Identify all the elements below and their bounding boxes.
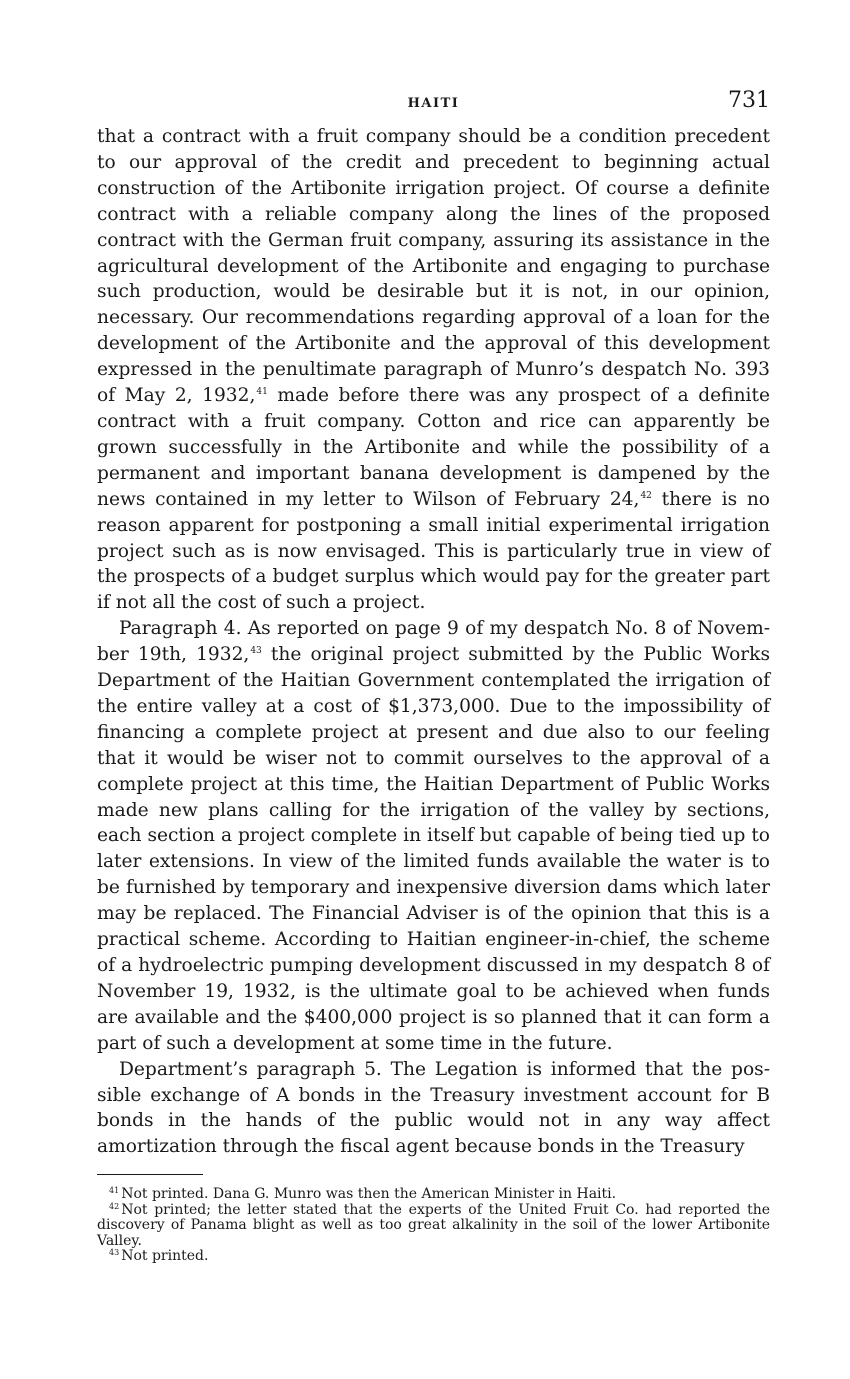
body-text	[97, 124, 770, 1160]
footnote-number: 41	[109, 1186, 120, 1196]
footnote-text: Not printed. Dana G. Munro was then the American Minister in Haiti.	[121, 1186, 617, 1203]
paragraph-1-part-c: there is no reason apparent for postponing a small initial experimental irrigation project such as is now envisaged. This is particularly true in view of the prospects of a budget surplus which would pay for the greater part if not all the cost of such a project.	[97, 488, 771, 614]
footnote-number: 43	[109, 1248, 120, 1258]
footnote-43	[97, 1249, 770, 1265]
footnote-text: Not printed; the letter stated that the experts of the United Fruit Co. had reported the discovery of Panama blight as well as too great alkalinity in the soil of the lower Artibonite Valley.	[97, 1201, 770, 1249]
page-number: 731	[728, 88, 770, 113]
paragraph-2-part-a: Paragraph 4. As reported on page 9 of my despatch No. 8 of November 19th, 1932,	[97, 618, 770, 666]
footnote-41	[97, 1187, 770, 1203]
footnote-ref-42: 42	[640, 490, 652, 501]
footnote-ref-41: 41	[256, 387, 268, 398]
paragraph-1-part-b: made before there was any prospect of a definite contract with a fruit company. Cotton and rice can apparently be grown successfully in the Artibonite and while the possibility of a permanent and important banana development is dampened by the news contained in my letter to Wilson of February 24,	[97, 385, 770, 510]
paragraph-1-part-a: that a contract with a fruit company should be a condition precedent to our approval of the credit and precedent to beginning actual construction of the Artibonite irrigation project. Of course a definite contract with a reliable company along the lines of the proposed contract with the German fruit company, assuring its assistance in the agricultural development of the Artibonite and engaging to purchase such production, would be desirable but it is not, in our opinion, necessary. Our recommendations regarding approval of a loan for the development of the Artibonite and the approval of this development expressed in the penultimate paragraph of Munro’s despatch No. 393 of May 2, 1932,	[97, 126, 770, 407]
paragraph-3	[97, 1057, 770, 1161]
footnote-42	[97, 1203, 770, 1250]
running-header	[97, 88, 770, 124]
footnote-number: 42	[109, 1201, 120, 1211]
footnotes	[97, 1187, 770, 1265]
paragraph-3-text: Department’s paragraph 5. The Legation is informed that the possible exchange of A bonds in the Treasury investment account for B bonds in the hands of the public would not in any way affect amortization through the fiscal agent because bonds in the Treasury	[97, 1058, 770, 1158]
running-title: HAITI	[407, 96, 460, 111]
footnote-ref-43: 43	[250, 646, 262, 657]
footnote-rule	[97, 1174, 203, 1175]
paragraph-2	[97, 616, 770, 1056]
paragraph-1	[97, 124, 770, 616]
paragraph-2-part-b: the original project submitted by the Public Works Department of the Haitian Government contemplated the irrigation of the entire valley at a cost of $1,373,000. Due to the impossibility of financing a complete project at present and due also to our feeling that it would be wiser not to commit ourselves to the approval of a complete project at this time, the Haitian Department of Public Works made new plans calling for the irrigation of the valley by sections, each section a project complete in itself but capable of being tied up to later extensions. In view of the limited funds available the water is to be furnished by temporary and inexpensive diversion dams which later may be replaced. The Financial Adviser is of the opinion that this is a practical scheme. According to Haitian engineer-in-chief, the scheme of a hydroelectric pumping development discussed in my despatch 8 of November 19, 1932, is the ultimate goal to be achieved when funds are available and the $400,000 project is so planned that it can form a part of such a development at some time in the future.	[97, 644, 770, 1054]
footnote-text: Not printed.	[121, 1248, 209, 1265]
document-page	[97, 88, 770, 1265]
